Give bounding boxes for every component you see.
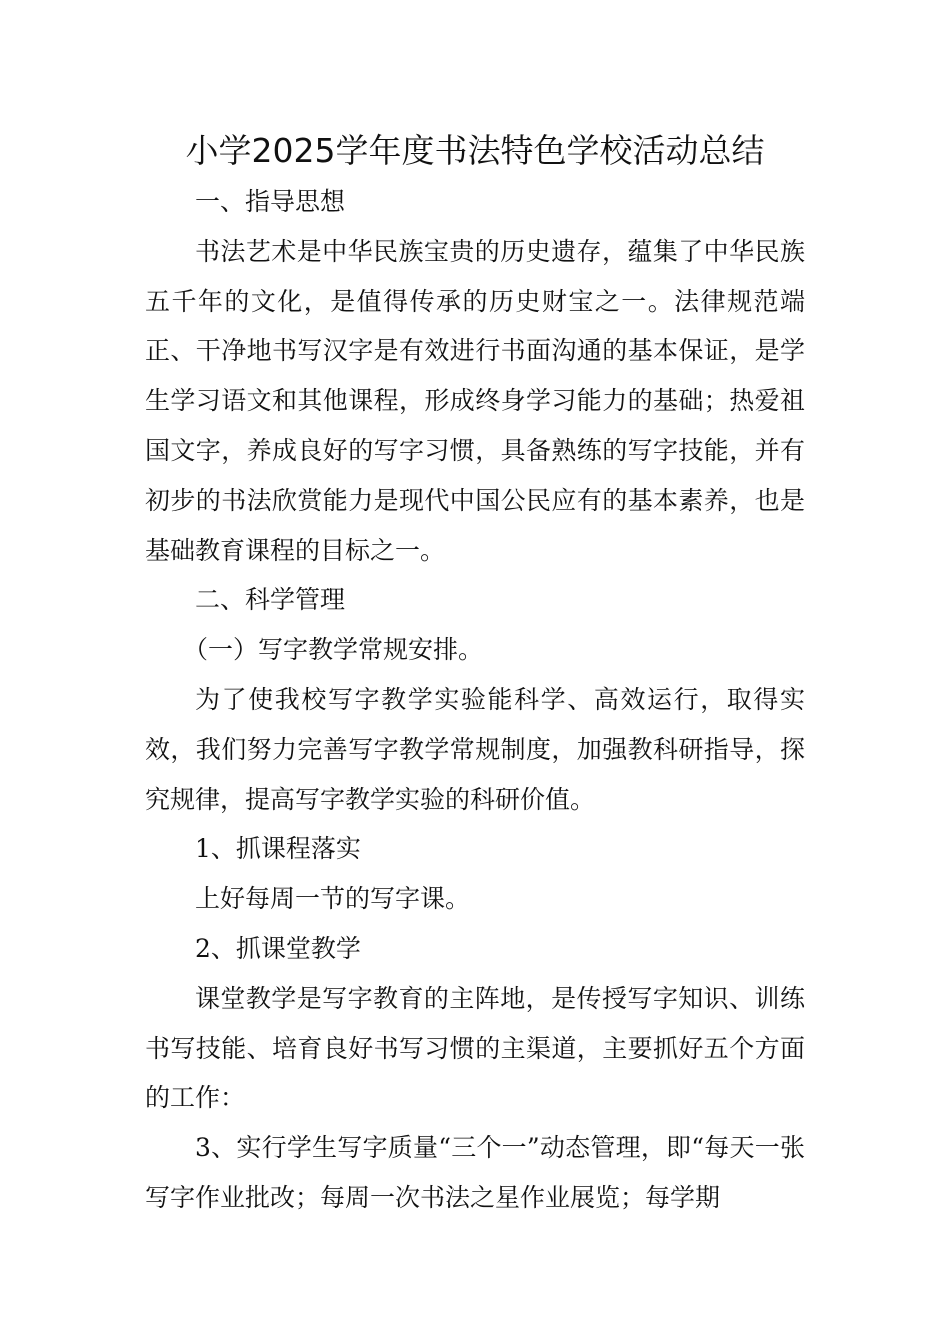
- paragraph-calligraphy-intro: 书法艺术是中华民族宝贵的历史遗存，蕴集了中华民族五千年的文化，是值得传承的历史财宝之一。法律规范端正、干净地书写汉字是有效进行书面沟通的基本保证，是学生学习语文和其他课程，形成终身学习能力的基础；热爱祖国文字，养成良好的写字习惯，具备熟练的写字技能，并有初步的书法欣赏能力是现代中国公民应有的基本素养，也是基础教育课程的目标之一。: [145, 236, 805, 565]
- paragraph-writing-routine: 为了使我校写字教学实验能科学、高效运行，取得实效，我们努力完善写字教学常规制度，加强教科研指导，探究规律，提高写字教学实验的科研价值。: [145, 684, 805, 814]
- section-heading-guiding-ideology: 一、指导思想: [195, 187, 346, 216]
- subsection-heading-writing-routine: （一）写字教学常规安排。: [183, 635, 484, 665]
- item-heading-curriculum: 1、抓课程落实: [195, 834, 361, 864]
- paragraph-classroom-teaching: 课堂教学是写字教育的主阵地，是传授写字知识、训练书写技能、培育良好书写习惯的主渠道，主要抓好五个方面的工作：: [145, 983, 805, 1113]
- document-title: 小学2025学年度书法特色学校活动总结: [185, 131, 765, 170]
- section-heading-scientific-management: 二、科学管理: [195, 585, 346, 615]
- paragraph-weekly-class: 上好每周一节的写字课。: [195, 884, 471, 914]
- item-heading-classroom-teaching: 2、抓课堂教学: [195, 933, 361, 963]
- document-body: [145, 177, 805, 1223]
- paragraph-three-ones-management: 3、实行学生写字质量“三个一”动态管理，即“每天一张写字作业批改；每周一次书法之星作业展览；每学期: [145, 1133, 805, 1212]
